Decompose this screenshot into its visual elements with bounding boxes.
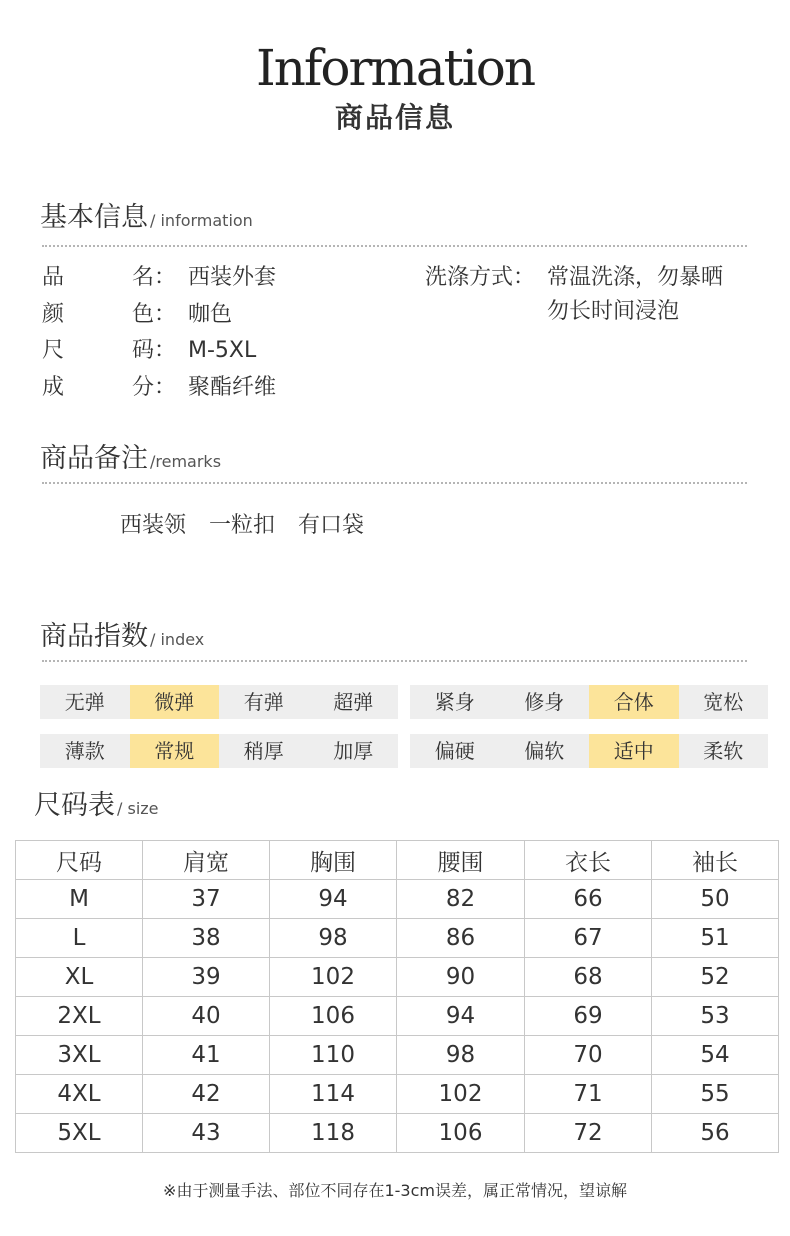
table-cell: 55 (652, 1075, 779, 1114)
index-option: 合体 (589, 685, 679, 719)
spec-value-color: 咖色 (188, 302, 233, 327)
index-option: 加厚 (333, 739, 374, 763)
table-cell: 2XL (16, 997, 143, 1036)
index-option: 修身 (524, 690, 565, 714)
table-cell: 69 (525, 997, 652, 1036)
remark-item: 西装领 (120, 513, 187, 538)
column-header: 腰围 (397, 841, 525, 880)
section-size-subtitle: / size (117, 799, 159, 818)
table-cell: L (16, 919, 143, 958)
table-cell: 38 (143, 919, 270, 958)
table-cell: 43 (143, 1114, 270, 1153)
index-option: 常规 (130, 734, 220, 768)
table-cell: 56 (652, 1114, 779, 1153)
index-option: 偏软 (524, 739, 565, 763)
section-remarks-heading (40, 441, 221, 480)
table-cell: 114 (270, 1075, 397, 1114)
table-cell: 40 (143, 997, 270, 1036)
index-group-fit (410, 685, 768, 719)
section-index-subtitle: / index (150, 630, 205, 649)
spec-key-char1: 品 (42, 265, 65, 290)
column-header: 肩宽 (143, 841, 270, 880)
table-cell: 37 (143, 880, 270, 919)
table-row (16, 919, 779, 958)
column-header: 衣长 (525, 841, 652, 880)
size-table (15, 840, 779, 1153)
table-cell: 71 (525, 1075, 652, 1114)
table-row (16, 997, 779, 1036)
table-cell: 4XL (16, 1075, 143, 1114)
index-option: 适中 (589, 734, 679, 768)
index-option: 宽松 (703, 690, 744, 714)
index-option: 无弹 (64, 690, 105, 714)
section-basic-heading (40, 200, 253, 239)
table-cell: 82 (397, 880, 525, 919)
table-row (16, 1114, 779, 1153)
section-remarks-subtitle: /remarks (150, 452, 222, 471)
spec-value-name: 西装外套 (188, 265, 277, 290)
table-cell: 106 (270, 997, 397, 1036)
index-option: 薄款 (64, 739, 105, 763)
table-row (16, 958, 779, 997)
index-option: 有弹 (243, 690, 284, 714)
remark-item: 一粒扣 (209, 513, 276, 538)
table-cell: 41 (143, 1036, 270, 1075)
index-option: 超弹 (333, 690, 374, 714)
table-cell: 90 (397, 958, 525, 997)
index-group-elasticity (40, 685, 398, 719)
table-cell: 94 (397, 997, 525, 1036)
spec-key-char2: 码： (132, 338, 177, 363)
section-size-heading (34, 788, 159, 827)
index-option: 紧身 (434, 690, 475, 714)
index-group-thickness (40, 734, 398, 768)
index-option: 微弹 (130, 685, 220, 719)
table-cell: M (16, 880, 143, 919)
column-header: 胸围 (270, 841, 397, 880)
table-cell: 106 (397, 1114, 525, 1153)
table-cell: 53 (652, 997, 779, 1036)
table-cell: 3XL (16, 1036, 143, 1075)
spec-value-size: M-5XL (188, 338, 257, 363)
table-cell: 94 (270, 880, 397, 919)
table-row (16, 880, 779, 919)
table-cell: 68 (525, 958, 652, 997)
remark-item: 有口袋 (298, 513, 365, 538)
table-cell: 66 (525, 880, 652, 919)
index-option: 稍厚 (243, 739, 284, 763)
table-cell: 52 (652, 958, 779, 997)
table-cell: XL (16, 958, 143, 997)
table-cell: 67 (525, 919, 652, 958)
table-cell: 102 (270, 958, 397, 997)
table-cell: 98 (270, 919, 397, 958)
spec-key-char2: 名： (132, 265, 177, 290)
section-size-title: 尺码表 (34, 790, 115, 821)
wash-value-line2: 勿长时间浸泡 (547, 299, 680, 324)
table-cell: 72 (525, 1114, 652, 1153)
spec-key-char2: 色： (132, 302, 177, 327)
section-basic-subtitle: / information (150, 211, 253, 230)
table-cell: 54 (652, 1036, 779, 1075)
section-remarks-title: 商品备注 (40, 443, 148, 474)
divider (42, 660, 747, 662)
spec-key-char1: 成 (42, 375, 65, 400)
table-row (16, 1036, 779, 1075)
index-option: 偏硬 (434, 739, 475, 763)
divider (42, 245, 747, 247)
table-cell: 42 (143, 1075, 270, 1114)
index-group-softness (410, 734, 768, 768)
wash-value-line1: 常温洗涤，勿暴晒 (547, 265, 724, 290)
wash-label: 洗涤方式： (425, 265, 536, 290)
spec-value-material: 聚酯纤维 (188, 375, 277, 400)
spec-key-char1: 颜 (42, 302, 65, 327)
page-title-cn: 商品信息 (334, 101, 455, 134)
remarks-list (120, 511, 380, 541)
table-cell: 50 (652, 880, 779, 919)
section-index-heading (40, 619, 204, 658)
table-cell: 51 (652, 919, 779, 958)
table-cell: 110 (270, 1036, 397, 1075)
measurement-note: ※由于测量手法、部位不同存在1-3cm误差，属正常情况，望谅解 (163, 1181, 627, 1200)
table-cell: 86 (397, 919, 525, 958)
table-cell: 39 (143, 958, 270, 997)
section-index-title: 商品指数 (40, 621, 148, 652)
divider (42, 482, 747, 484)
table-cell: 70 (525, 1036, 652, 1075)
table-header-row (16, 841, 779, 880)
column-header: 尺码 (16, 841, 143, 880)
table-cell: 98 (397, 1036, 525, 1075)
table-row (16, 1075, 779, 1114)
column-header: 袖长 (652, 841, 779, 880)
index-option: 柔软 (703, 739, 744, 763)
table-cell: 118 (270, 1114, 397, 1153)
table-cell: 5XL (16, 1114, 143, 1153)
spec-key-char2: 分： (132, 375, 177, 400)
table-cell: 102 (397, 1075, 525, 1114)
page-title-en: Information (255, 39, 535, 97)
section-basic-title: 基本信息 (40, 202, 148, 233)
spec-key-char1: 尺 (42, 338, 65, 363)
